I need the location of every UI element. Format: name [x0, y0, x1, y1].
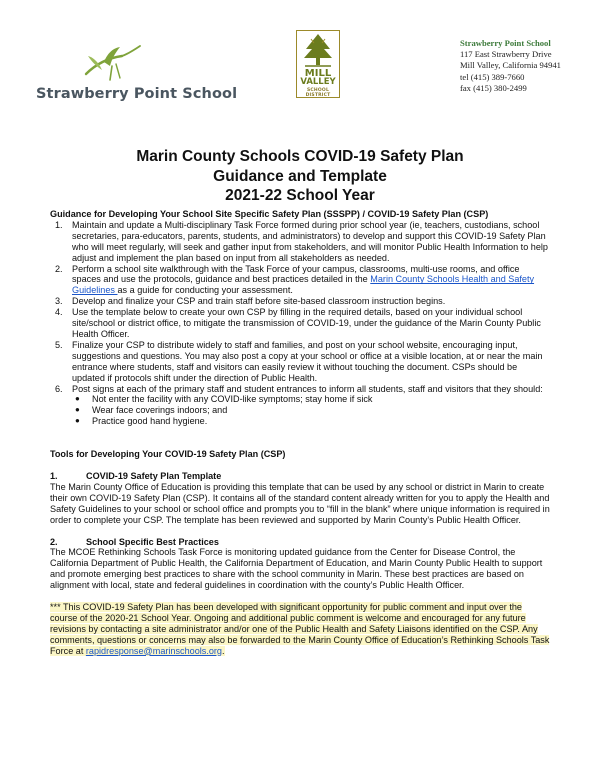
district-logo-line1: MILL	[304, 68, 332, 79]
tree-icon	[297, 31, 339, 69]
bullet-icon: ●	[75, 416, 80, 426]
bullet-text: Practice good hand hygiene.	[92, 416, 208, 427]
list-item	[50, 307, 550, 340]
district-logo-line3: SCHOOL DISTRICT	[305, 88, 331, 98]
step-text: Maintain and update a Multi-disciplinary Task Force formed during prior school year (ie, teachers, custodians, school secretaries, para-educators, parents, students, and administrators) to develop and support this COVID-19 Safety Plan who will meet regularly, will seek and gather input from stakeholders, and will monitor Public Health Information to help adjust and implement the plan based on input from all stakeholders as needed.	[72, 219, 548, 263]
tools-section-best-practices	[50, 537, 550, 592]
step-text-end: as a guide for conducting your assessment.	[117, 285, 293, 296]
school-wordmark: Strawberry Point School	[36, 86, 238, 102]
tools-section-template	[50, 471, 550, 526]
list-item	[50, 220, 550, 264]
bullet-text: Not enter the facility with any COVID-like symptoms; stay home if sick	[92, 394, 373, 405]
section-number: 1.	[50, 471, 58, 482]
list-item	[50, 384, 550, 395]
step-text: Develop and finalize your CSP and train staff before site-based classroom instruction begins.	[72, 296, 446, 307]
bullet-text: Wear face coverings indoors; and	[92, 405, 228, 416]
step-number: 6.	[55, 383, 63, 394]
step-text: Post signs at each of the primary staff and student entrances to inform all students, staff and visitors that they should:	[72, 383, 543, 394]
tools-heading: Tools for Developing Your COVID-19 Safety Plan (CSP)	[50, 449, 286, 460]
title-line-2: Guidance and Template	[213, 167, 387, 185]
bullet-icon: ●	[75, 394, 80, 404]
heron-logo-icon	[82, 44, 144, 84]
strawberry-point-logo	[36, 44, 238, 106]
list-item	[50, 264, 550, 297]
document-body	[50, 209, 550, 657]
guidance-heading: Guidance for Developing Your School Site Specific Safety Plan (SSSPP) / COVID-19 Safety Plan (CSP)	[50, 209, 489, 219]
title-line-3: 2021-22 School Year	[225, 187, 375, 204]
note-text: *** This COVID-19 Safety Plan has been developed with significant opportunity for public comment and input over the course of the 2020-21 School Year. Ongoing and additional public comment is welcome and encouraged for any future revisions by contacting a site administrator and/or one of the Public Health and Safety Liaisons identified on the CSP. Any comments, questions or concerns may also be forwarded to the Marin County Office of Education’s Rethinking Schools Task Force at	[50, 602, 550, 656]
step-text: Perform a school site walkthrough with the Task Force of your campus, classrooms, multi-use rooms, and office spaces and use the protocols, guidance and best practices detailed in the	[72, 263, 520, 285]
address-tel: tel (415) 389-7660	[460, 71, 525, 82]
district-logo-line2: VALLEY	[300, 77, 336, 87]
section-title: School Specific Best Practices	[86, 536, 219, 547]
section-number: 2.	[50, 536, 58, 547]
section-text: The MCOE Rethinking Schools Task Force is monitoring updated guidance from the Center for Disease Control, the California Department of Public Health, the California Department of Education, and Marin County Public Health to support and promote emerging best practices to share with the school community in Marin. These best practices are based on alignment with local, state and federal guidelines in coordination with the county’s Public Health Officer.	[50, 547, 543, 591]
list-item	[50, 296, 550, 307]
section-title: COVID-19 Safety Plan Template	[86, 471, 222, 482]
step-number: 5.	[55, 339, 63, 350]
step-number: 4.	[55, 307, 63, 318]
step-text: Finalize your CSP to distribute widely to staff and families, and post on your school website, encouraging input, suggestions and questions. You may also post a copy at your school or office at a visible location, at or near the main entrance where students, staff and visitors can easily review it without touching the document. CSPs should be updated if protocols shift under the direction of Public Health.	[72, 339, 543, 383]
list-item	[50, 416, 550, 427]
step-text: Use the template below to create your own CSP by filling in the required details, based on your individual school site/school or district office, to mitigate the transmission of COVID-19, under the guidance of the Marin County Public Health Officer.	[72, 307, 541, 339]
address-fax: fax (415) 380-2499	[460, 82, 527, 93]
health-safety-guidelines-link[interactable]: Marin County Schools Health and Safety Guidelines	[72, 274, 535, 296]
mill-valley-district-logo	[296, 30, 340, 98]
document-title	[0, 147, 600, 206]
public-comment-note	[50, 602, 550, 657]
step-number: 2.	[55, 263, 63, 274]
title-line-1: Marin County Schools COVID-19 Safety Plan	[136, 148, 464, 165]
section-text: The Marin County Office of Education is providing this template that can be used by any school or district in Marin to create their own COVID-19 Safety Plan (CSP). It contains all of the standard content already written for you to apply the Health and Safety Guidelines to your school or school office and prompts you to “fill in the blank” where unique information is required in order to complete your CSP. The template has been reviewed and supported by Marin County’s Public Health Officer.	[50, 481, 550, 525]
school-address-block	[460, 38, 580, 94]
bullet-icon: ●	[75, 405, 80, 415]
address-school-name: Strawberry Point School	[460, 38, 551, 48]
rapid-response-email-link[interactable]: rapidresponse@marinschools.org	[85, 645, 222, 656]
address-street: 117 East Strawberry Drive	[460, 49, 552, 60]
step-number: 1.	[55, 219, 63, 230]
note-end: .	[222, 645, 225, 656]
guidance-steps	[50, 220, 550, 395]
step-number: 3.	[55, 296, 63, 307]
list-item	[50, 340, 550, 384]
list-item	[50, 394, 550, 405]
address-city: Mill Valley, California 94941	[460, 60, 561, 71]
sign-bullets	[50, 394, 550, 427]
list-item	[50, 405, 550, 416]
